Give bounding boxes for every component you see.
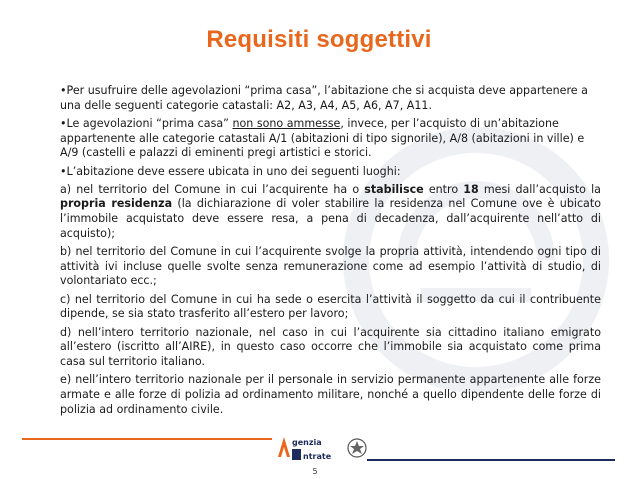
item-a xyxy=(60,183,601,242)
footer-line-left xyxy=(22,438,272,440)
slide-body xyxy=(60,84,601,421)
item-e: e) nell’intero territorio nazionale per il personale in servizio permanente appartenente alle forze armate e alle forze di polizia ad ordinamento militare, nonché a quello dipendente delle forze di polizia ad ordinamento civile. xyxy=(60,373,601,416)
item-c: c) nel territorio del Comune in cui ha sede o esercita l’attività il soggetto da cui il contribuente dipende, se sia stato trasferito all’estero per lavoro; xyxy=(60,292,601,321)
item-a-bold-residenza: propria residenza xyxy=(60,197,173,211)
item-b: b) nel territorio del Comune in cui l’acquirente svolge la propria attività, intendendo ogni tipo di attività ivi incluse quelle svolte senza remunerazione come ad esempio l’attività di studio, di volontariato ecc.; xyxy=(60,245,601,288)
item-d: d) nell’intero territorio nazionale, nel caso in cui l’acquirente sia cittadino italiano emigrato all’estero (iscritto all’AIRE), in questo caso occorre che l’immobile sia acquistato come prima casa sul territorio italiano. xyxy=(60,325,601,368)
bullet-location-intro: •L’abitazione deve essere ubicata in uno dei seguenti luoghi: xyxy=(60,164,401,178)
bullet-excluded-underlined: non sono ammesse xyxy=(232,116,341,130)
page-number: 5 xyxy=(312,467,318,476)
footer-line-right xyxy=(367,459,615,461)
bullet-categories: •Per usufruire delle agevolazioni “prima casa”, l’abitazione che si acquista deve appartenere a una delle seguenti categorie catastali: A2, A3, A4, A5, A6, A7, A11. xyxy=(60,84,588,112)
item-a-part4: (la dichiarazione di voler stabilire la residenza nel Comune ove è ubicato l’immobile acquistato deve essere resa, a pena di decadenza, dall’acquirente nell’atto di acquisto); xyxy=(60,197,601,240)
bullet-excluded-text-before: •Le agevolazioni “prima casa” xyxy=(60,116,233,130)
logo-line-1: genzia xyxy=(292,438,322,447)
item-a-bold-18: 18 xyxy=(463,182,479,196)
logo-line-2: ntrate xyxy=(303,452,332,461)
item-a-part1: a) nel territorio del Comune in cui l’acquirente ha o xyxy=(60,182,365,196)
bullet-excluded-categories xyxy=(60,117,601,161)
slide-title: Requisiti soggettivi xyxy=(206,26,432,53)
italian-republic-emblem-icon xyxy=(348,439,366,457)
agenzia-entrate-logo xyxy=(272,433,368,463)
bullet-excluded-text-after: , invece, per l’acquisto di un’abitazione appartenente alle categorie catastali A/1 (abitazioni di tipo signorile), A/8 (abitazioni in ville) e A/9 (castelli e palazzi di eminenti pregi artistici e storici. xyxy=(60,116,585,160)
item-a-part3: mesi dall’acquisto la xyxy=(478,182,601,196)
item-a-part2: entro xyxy=(423,182,464,196)
item-a-bold-stabilisce: stabilisce xyxy=(364,182,424,196)
